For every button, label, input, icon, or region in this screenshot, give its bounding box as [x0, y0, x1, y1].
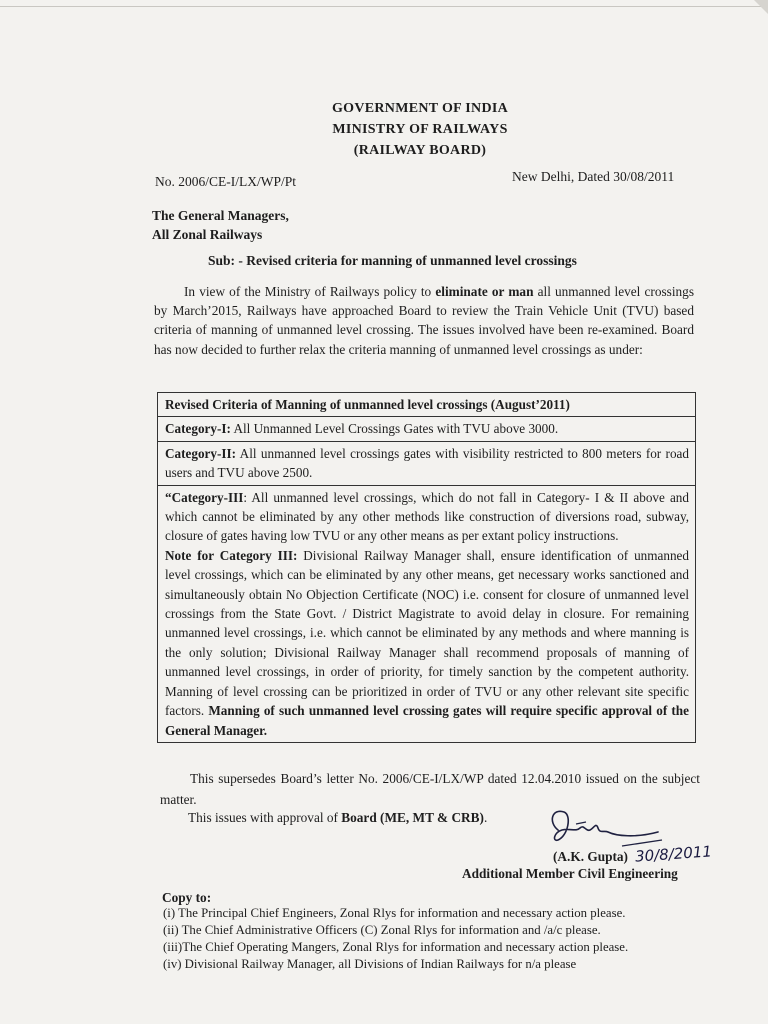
addressee-line-1: The General Managers,	[152, 208, 289, 223]
criteria-title: Revised Criteria of Manning of unmanned level crossings (August’2011)	[158, 393, 696, 417]
supersedes-text: This supersedes Board’s letter No. 2006/CE-I/LX/WP dated 12.04.2010 issued on the subject matter.	[160, 771, 700, 807]
note-label: Note for Category III:	[165, 547, 298, 563]
category-2-cell	[158, 441, 696, 485]
copy-to-item: (iii)The Chief Operating Mangers, Zonal Rlys for information and necessary action please.	[163, 940, 629, 954]
category-1-cell	[158, 417, 696, 441]
category-3-row	[158, 485, 696, 742]
addressee	[152, 206, 289, 244]
category-3-text: : All unmanned level crossings, which do not fall in Category- I & II above and which cannot be eliminated by any other methods like construction of diversions road, subway, closure of gates having low TVU or any other means as per extant policy instructions.	[165, 489, 689, 544]
reference-number: No. 2006/CE-I/LX/WP/Pt	[155, 174, 296, 189]
letterhead-line-1: GOVERNMENT OF INDIA	[331, 101, 509, 116]
addressee-line-2: All Zonal Railways	[152, 227, 263, 242]
page-top-edge	[0, 6, 768, 7]
intro-paragraph	[154, 282, 694, 359]
criteria-table	[157, 392, 696, 743]
category-1-text: All Unmanned Level Crossings Gates with TVU above 3000.	[230, 421, 559, 437]
category-2-text: All unmanned level crossings gates with visibility restricted to 800 meters for road users and TVU above 2500.	[165, 445, 689, 481]
copy-to-item: (iv) Divisional Railway Manager, all Divisions of Indian Railways for n/a please	[163, 957, 577, 971]
copy-to-item: (i) The Principal Chief Engineers, Zonal Rlys for information and necessary action please.	[163, 906, 626, 920]
page-corner-fold	[754, 0, 768, 14]
category-1-row	[158, 417, 696, 441]
category-3-cell	[158, 485, 696, 742]
approval-bold: Board (ME, MT & CRB)	[341, 810, 484, 825]
handwritten-signature	[546, 802, 666, 852]
approval-prefix: This issues with approval of	[188, 810, 342, 825]
signer-title: Additional Member Civil Engineering	[462, 866, 678, 881]
letterhead	[0, 98, 768, 161]
copy-to-item: (ii) The Chief Administrative Officers (C) Zonal Rlys for information and /a/c please.	[163, 923, 601, 937]
category-1-label: Category-I:	[165, 421, 231, 437]
subject-line: Sub: - Revised criteria for manning of unmanned level crossings	[208, 253, 577, 268]
category-3-note	[165, 546, 689, 740]
category-2-row	[158, 441, 696, 485]
criteria-title-row	[158, 393, 696, 417]
letterhead-line-3: (RAILWAY BOARD)	[353, 143, 487, 158]
category-2-label: Category-II:	[165, 445, 237, 461]
intro-bold: eliminate or man	[435, 284, 534, 299]
intro-text-2: all unmanned level crossings by March’2015, Railways have approached Board to review the Train Vehicle Unit (TVU) based criteria of manning of unmanned level crossing. The issues involved have been re-examined. Board has now decided to further relax the criteria manning of unmanned level crossings as under:	[154, 284, 694, 357]
copy-to-heading: Copy to:	[162, 890, 212, 905]
letter-date: New Delhi, Dated 30/08/2011	[512, 169, 675, 184]
category-3-label: “Category-III	[165, 489, 244, 505]
copy-to-list	[163, 905, 628, 973]
category-3-block	[165, 488, 689, 546]
intro-text-1: In view of the Ministry of Railways policy to	[184, 284, 436, 299]
letterhead-line-2: MINISTRY OF RAILWAYS	[332, 122, 508, 137]
handwritten-date: 30/8/2011	[634, 842, 713, 866]
approval-suffix: .	[483, 810, 488, 825]
approval-line	[188, 810, 487, 826]
signer-name: (A.K. Gupta)	[553, 849, 628, 864]
note-text: Divisional Railway Manager shall, ensure identification of unmanned level crossings, which can be eliminated by any other means, get necessary works sanctioned and simultaneously obtain No Objection Certificate (NOC) i.e. consent for closure of unmanned level crossings from the State Govt. / District Magistrate to avoid delay in closure. For remaining unmanned level crossings, i.e. which cannot be eliminated by any methods and where manning is the only solution; Divisional Railway Manager shall recommend proposals of manning of unmanned level crossings, in order of priority, for timely sanction by the competent authority. Manning of level crossing can be prioritized in order of TVU or any other relevant site specific factors.	[165, 547, 690, 719]
note-bold-end: Manning of such unmanned level crossing gates will require specific approval of the General Manager.	[165, 703, 689, 738]
